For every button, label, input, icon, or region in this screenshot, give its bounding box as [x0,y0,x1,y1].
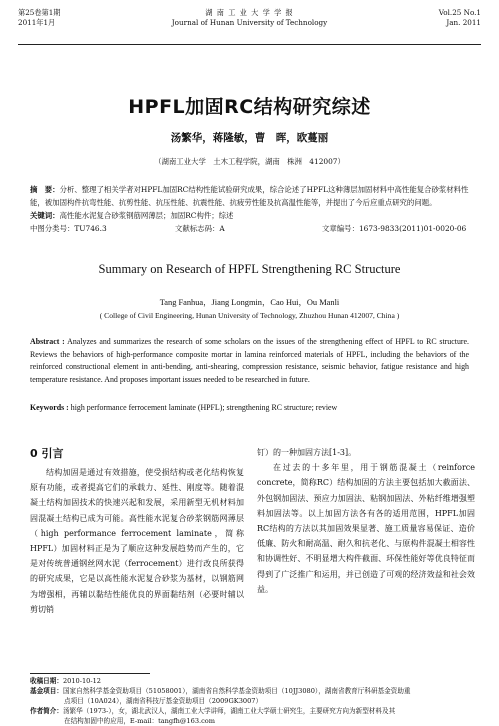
fund-text-continued: 点项目（10A024），湖南省科技厅基金资助项目（2009GK3007） [64,697,263,705]
footnote-author [30,706,469,716]
footnote-fund [30,686,469,696]
abstract-en-label: Abstract : [30,337,65,346]
body-column-right [257,445,475,597]
paper-title: HPFL加固RC结构研究综述 [128,96,371,118]
classification-row [30,223,469,235]
english-title: Summary on Research of HPFL Strengthening RC Structure [98,262,401,276]
fund-text: 国家自然科学基金资助项目（51058001），湖南省自然科学基金资助项目（10JJ3080），湖南省教育厅科研基金资助重 [62,687,411,695]
journal-name-en: Journal of Hunan University of Technology [171,18,328,27]
abstract-en [30,336,469,386]
fund-label: 基金项目： [30,687,63,695]
author-bio-label: 作者简介： [30,707,63,715]
author-bio-continued: 在结构加固中的应用，E-mail：tangfh@163.com [64,717,216,725]
footnote-received [30,676,469,686]
volume-cn: 第25卷第1期 [18,8,61,17]
date-en: Jan. 2011 [446,18,481,27]
section-heading: 0 引言 [30,447,64,460]
header-right [439,8,481,28]
document-code: 文献标志码：A [175,224,225,233]
keywords-cn-text: 高性能水泥复合砂浆钢筋网薄层；加固RC构件；综述 [59,211,234,220]
author-bio-text: 汤繁华（1973-），女，湖北武汉人，湖南工业大学讲师，湖南工业大学硕士研究生，主要研究方向为新型材料及其 [62,707,396,715]
keywords-cn [30,210,469,222]
received-date: 2010-10-12 [62,677,101,685]
keywords-en-label: Keywords : [30,403,69,412]
body-paragraph: 在过去的十多年里，用于钢筋混凝土（reinforce concrete，简称RC）结构加固的方法主要包括加大截面法、外包钢加固法、预应力加固法、粘钢加固法、外粘纤维增强塑料加固法等。以上加固方法各有各的适用范围，HPFL加固RC结构的方法以其加固效果显著、施工质量容易保证、造价低廉、防火和耐高温、耐久和抗老化、与原构件混凝土相容性和协调性好、不明显增大构件截面、环保性能好等优良特征而得到了广泛推广和运用，并已创造了可观的经济效益和社会效益。 [257,463,475,594]
keywords-en [30,402,469,414]
english-authors: Tang Fanhua，Jiang Longmin，Cao Hui，Ou Manli [159,298,340,307]
clc-number: 中图分类号：TU746.3 [30,224,107,233]
abstract-cn [30,183,469,209]
affiliation: （湖南工业大学 土木工程学院，湖南 株洲 412007） [154,157,345,166]
author-list: 汤繁华，蒋隆敏，曹 晖，欧蔓丽 [170,132,329,144]
body-column-left: 结构加固是通过有效措施，使受损结构或老化结构恢复原有功能，或者提高它们的承载力、延性、刚度等。随着混凝土结构加固技术的快速兴起和发展，采用新型无机材料加固混凝土结构已成为可能。高性能水泥复合砂浆钢筋网薄层（high performance ferrocement laminate，简称HPFL）加固材料正是为了顺应这种发展趋势而产生的，它是对传统普通钢丝网水泥（ferrocement）进行改良所获得的研究成果，它是以高性能水泥复合砂浆为基材，以钢筋网为增强相，再辅以黏结性能优良的界面黏结剂（必要时辅以剪切销 [30,468,244,614]
running-header [18,8,481,45]
abstract-en-text: Analyzes and summarizes the research of some scholars on the issues of the strengthening effect of HPFL to RC structure. Reviews the behaviors of high-performance composite mortar in lamina reinforced materials of HPFL, including the behaviors of the reinforced constructional element in anti-bending, anti-shearing, compression resistance, seismic behavior, fatigue resistance and high temperature resistance. And proposes important issues needed to be researched in future. [30,337,469,384]
received-label: 收稿日期： [30,677,63,685]
footnotes [30,676,469,726]
abstract-cn-text: 分析、整理了相关学者对HPFL加固RC结构性能试验研究成果，综合论述了HPFL这种薄层加固材料中高性能复合砂浆材料性能，被加固构件抗弯性能、抗剪性能、抗压性能、抗震性能、抗疲劳性能及抗高温性能等，并提出了今后应重点研究的问题。 [30,185,469,207]
footnote-divider [30,673,150,674]
english-affiliation: ( College of Civil Engineering, Hunan University of Technology, Zhuzhou Hunan 412007, China ) [99,311,400,320]
body-paragraph: 钉）的一种加固方法[1-3]。 [257,448,357,457]
article-number: 文章编号：1673-9833(2011)01-0020-06 [322,224,467,233]
header-center [18,8,481,28]
journal-name-cn: 湖 南 工 业 大 学 学 报 [205,8,294,17]
abstract-cn-label: 摘 要： [30,185,60,194]
date-cn: 2011年1月 [18,18,56,27]
volume-en: Vol.25 No.1 [438,8,481,17]
keywords-cn-label: 关键词： [30,211,60,220]
keywords-en-text: high performance ferrocement laminate (HPFL); strengthening RC structure; review [68,403,338,412]
